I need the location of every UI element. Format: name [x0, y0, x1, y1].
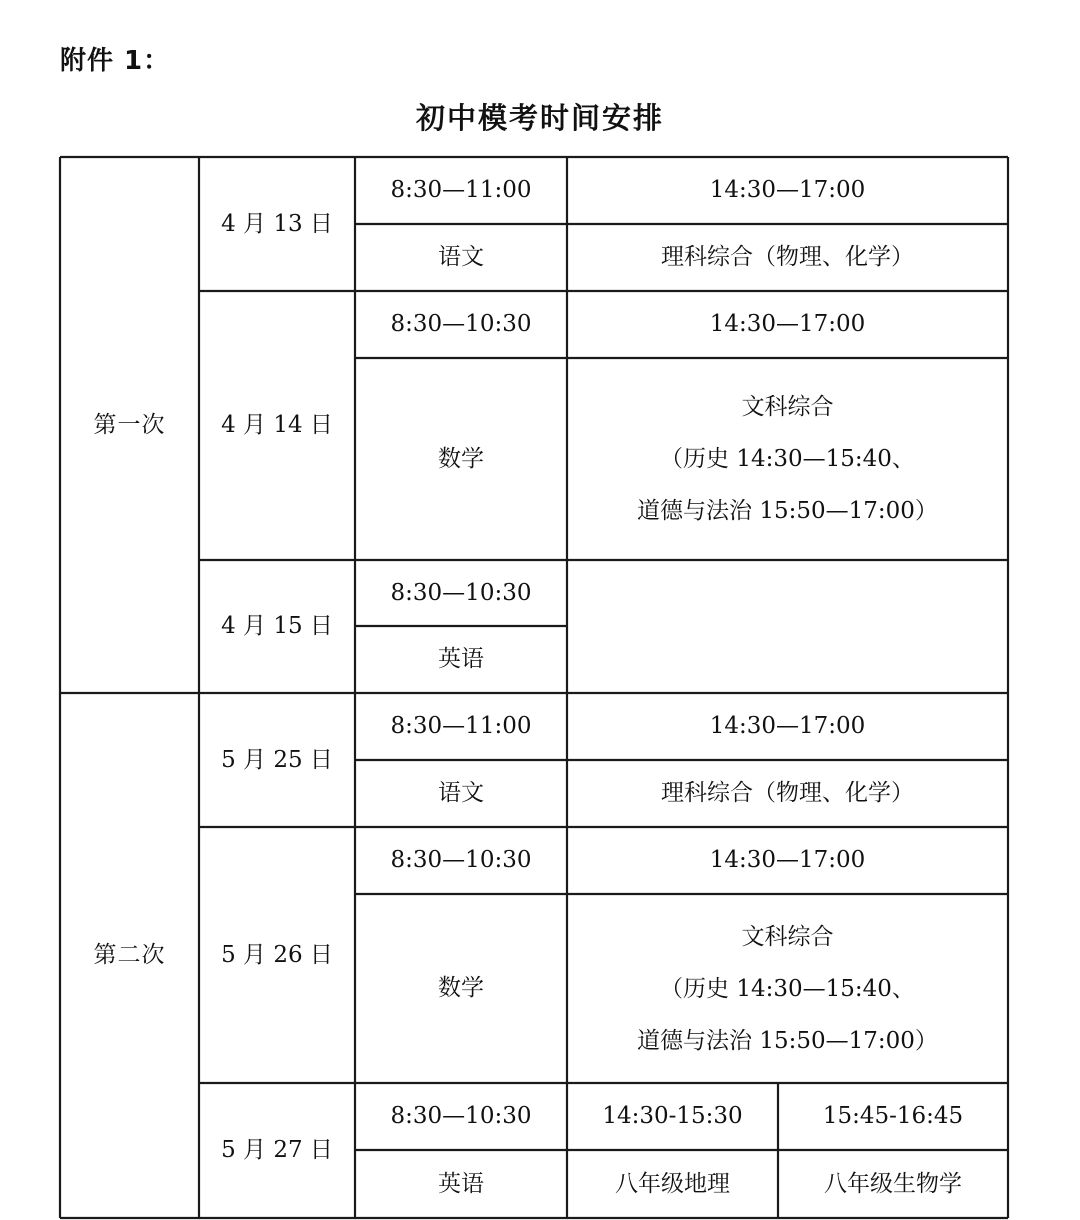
page-title: 初中模考时间安排 [415, 101, 664, 135]
time-cell: 14:30-15:30 [602, 1103, 743, 1129]
subject-line: 道德与法治 15:50—17:00） [637, 498, 938, 524]
subject-cell: 八年级生物学 [824, 1170, 962, 1197]
subject-line: （历史 14:30—15:40、 [660, 446, 915, 472]
attachment-label: 附件 1： [60, 46, 171, 76]
date-cell: 4 月 14 日 [221, 412, 333, 438]
time-cell: 14:30—17:00 [709, 311, 866, 337]
time-cell: 14:30—17:00 [709, 847, 866, 873]
date-cell: 5 月 27 日 [221, 1137, 333, 1163]
subject-cell: 英语 [438, 1170, 484, 1197]
date-cell: 5 月 26 日 [221, 941, 333, 968]
time-cell: 8:30—11:00 [390, 177, 532, 203]
time-cell: 14:30—17:00 [709, 177, 866, 203]
time-cell: 8:30—10:30 [390, 847, 532, 873]
subject-cell: 语文 [438, 244, 484, 270]
subject-cell: 理科综合（物理、化学） [661, 244, 914, 270]
subject-cell: 数学 [438, 445, 484, 472]
time-cell: 8:30—10:30 [390, 579, 532, 606]
round-label-second: 第二次 [93, 942, 166, 968]
round-label-first: 第一次 [93, 411, 166, 438]
time-cell: 8:30—10:30 [390, 311, 532, 337]
subject-cell: 数学 [438, 975, 484, 1001]
time-cell: 15:45-16:45 [822, 1103, 964, 1129]
subject-line: 文科综合 [741, 923, 834, 950]
empty-cell [567, 560, 1008, 693]
subject-cell-multiline [567, 358, 1008, 560]
subject-cell: 理科综合（物理、化学） [661, 780, 914, 806]
subject-line: 道德与法治 15:50—17:00） [637, 1027, 938, 1054]
date-cell: 5 月 25 日 [221, 746, 333, 773]
subject-cell: 八年级地理 [615, 1170, 730, 1197]
time-cell: 8:30—10:30 [390, 1103, 532, 1129]
subject-line: 文科综合 [741, 394, 834, 420]
date-cell: 4 月 15 日 [221, 613, 333, 639]
subject-cell: 英语 [438, 646, 484, 672]
date-cell: 4 月 13 日 [221, 210, 333, 237]
time-cell: 14:30—17:00 [709, 713, 866, 739]
time-cell: 8:30—11:00 [390, 713, 532, 739]
subject-cell-multiline [567, 894, 1008, 1083]
subject-cell: 语文 [438, 780, 484, 806]
subject-line: （历史 14:30—15:40、 [660, 975, 915, 1002]
